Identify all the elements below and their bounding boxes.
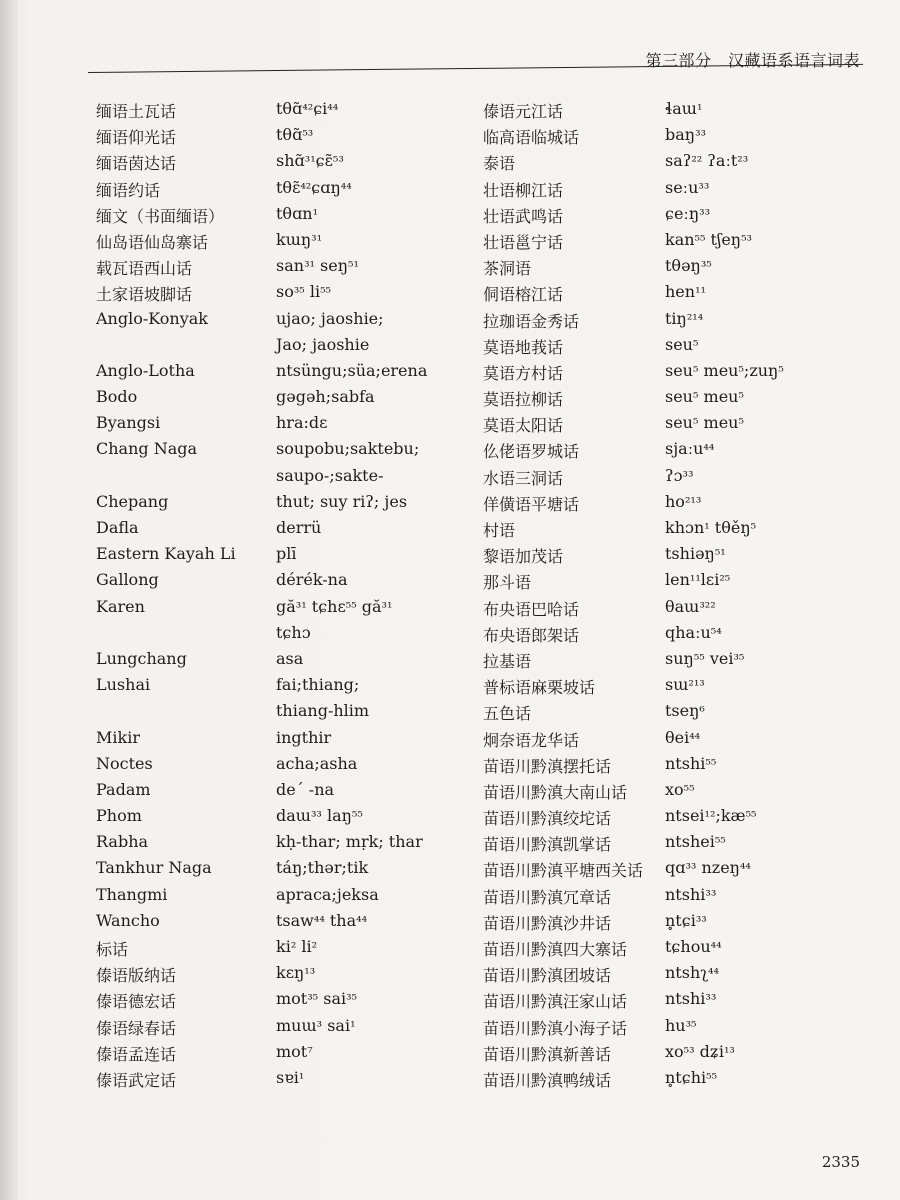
language-name: 载瓦语西山话 — [96, 259, 193, 279]
dictionary-entry — [483, 410, 873, 436]
language-name: 拉珈语金秀话 — [483, 311, 580, 331]
dictionary-entry — [96, 594, 456, 620]
language-name: 苗语川黔滇小海子话 — [483, 1018, 628, 1038]
dictionary-entry — [96, 751, 456, 777]
word-form: ʔɔ³³ — [665, 465, 694, 485]
word-form: n̥tɕhi⁵⁵ — [665, 1067, 718, 1087]
dictionary-entry — [96, 672, 456, 698]
language-name: Mikir — [96, 727, 140, 747]
word-form: ntshi³³ — [665, 989, 717, 1009]
word-form: tθɑ̃⁴²ɕi⁴⁴ — [276, 99, 339, 118]
dictionary-entry — [96, 384, 456, 410]
word-form: fai;thiang; — [276, 675, 360, 695]
language-name: 苗语川黔滇摆托话 — [483, 756, 612, 776]
language-name: 泰语 — [483, 154, 516, 174]
running-header: 第三部分 汉藏语系语言词表 — [645, 51, 860, 70]
dictionary-entry — [483, 358, 873, 384]
language-name: 布央语郎架话 — [483, 625, 580, 645]
word-form: qhaːu⁵⁴ — [665, 622, 722, 642]
language-name: 缅文（书面缅语） — [96, 206, 225, 226]
word-form: kan⁵⁵ tʃeŋ⁵³ — [665, 229, 752, 249]
dictionary-entry — [96, 332, 456, 358]
language-name: 壮语柳江话 — [483, 180, 564, 200]
language-name: 苗语川黔滇四大寨话 — [483, 940, 628, 959]
word-form: asa — [276, 648, 304, 668]
language-name: 莫语地莪话 — [483, 337, 564, 357]
word-form: ɕeːŋ³³ — [665, 203, 711, 223]
word-form: saupo-;sakte- — [276, 465, 384, 485]
language-name: Phom — [96, 806, 142, 826]
language-name: 壮语武鸣话 — [483, 206, 564, 226]
language-name: Thangmi — [96, 884, 168, 904]
word-form: saʔ²² ʔaːt²³ — [665, 151, 749, 171]
language-name: 苗语川黔滇大南山话 — [483, 782, 628, 802]
dictionary-entry — [483, 515, 873, 541]
word-form: tshiəŋ⁵¹ — [665, 544, 726, 564]
dictionary-entry — [96, 620, 456, 646]
word-form: Jao; jaoshie — [276, 334, 370, 354]
dictionary-entry — [483, 332, 873, 358]
language-name: 五色话 — [483, 704, 532, 724]
language-name: 傣语版纳话 — [96, 966, 177, 986]
word-form: derrü — [276, 518, 322, 537]
language-name: 侗语榕江话 — [483, 285, 564, 305]
word-form: mot³⁵ sai³⁵ — [276, 989, 357, 1009]
language-name: 苗语川黔滇沙井话 — [483, 913, 612, 933]
word-form: tθɑn¹ — [276, 203, 319, 223]
word-form: hra:dɛ — [276, 413, 328, 433]
dictionary-entry — [96, 908, 456, 934]
word-form: tseŋ⁶ — [665, 701, 705, 721]
language-name: 仙岛语仙岛寨话 — [96, 232, 209, 252]
language-name: Dafla — [96, 518, 139, 537]
dictionary-entry — [96, 855, 456, 881]
word-form: khɔn¹ tθěŋ⁵ — [665, 518, 757, 537]
dictionary-entry — [483, 1039, 873, 1065]
language-name: 拉基语 — [483, 651, 532, 671]
dictionary-entry — [96, 934, 456, 960]
word-form: mot⁷ — [276, 1041, 313, 1061]
word-form: ntshʅ⁴⁴ — [665, 963, 719, 983]
word-form: ntshi⁵⁵ — [665, 753, 717, 773]
language-name: 普标语麻栗坡话 — [483, 678, 596, 698]
word-form: ntshi³³ — [665, 884, 717, 904]
dictionary-entry — [483, 175, 873, 201]
language-name: Byangsi — [96, 413, 161, 433]
word-form: len¹¹lɛi²⁵ — [665, 570, 731, 590]
word-form: qɑ³³ nzeŋ⁴⁴ — [665, 858, 751, 878]
word-form: seu⁵ meu⁵ — [665, 387, 744, 407]
dictionary-entry — [96, 96, 456, 122]
dictionary-entry — [483, 201, 873, 227]
word-form: tθɛ̃⁴²ɕɑŋ⁴⁴ — [276, 177, 352, 197]
language-name: 缅语约话 — [96, 180, 161, 200]
word-form: ɬaɯ¹ — [665, 99, 703, 118]
book-binding-shadow — [0, 0, 18, 1200]
dictionary-entry — [96, 698, 456, 724]
word-form: kḥ-thar; mṛk; thar — [276, 832, 423, 852]
word-form: θaɯ³²² — [665, 596, 716, 616]
word-form: θei⁴⁴ — [665, 727, 701, 747]
word-form: de´ -na — [276, 779, 335, 799]
dictionary-entry — [96, 541, 456, 567]
dictionary-entry — [96, 1039, 456, 1065]
dictionary-entry — [96, 122, 456, 148]
word-form: thut; suy riʔ; jes — [276, 491, 408, 511]
word-form: seu⁵ meu⁵;zuŋ⁵ — [665, 360, 784, 380]
dictionary-entry — [483, 855, 873, 881]
dictionary-entry — [483, 567, 873, 593]
language-name: Wancho — [96, 910, 160, 930]
dictionary-entry — [483, 1065, 873, 1091]
language-name: Chang Naga — [96, 439, 198, 459]
word-form: ntshei⁵⁵ — [665, 832, 726, 852]
dictionary-entry — [96, 803, 456, 829]
dictionary-entry — [96, 358, 456, 384]
language-name: 缅语仰光话 — [96, 128, 177, 148]
dictionary-entry — [96, 279, 456, 305]
dictionary-entry — [483, 489, 873, 515]
dictionary-entry — [483, 541, 873, 567]
word-form: gəgəh;sabfa — [276, 387, 375, 407]
dictionary-entry — [96, 227, 456, 253]
dictionary-entry — [483, 725, 873, 751]
dictionary-entry — [96, 201, 456, 227]
dictionary-entry — [483, 960, 873, 986]
dictionary-entry — [96, 489, 456, 515]
language-name: 苗语川黔滇鸭绒话 — [483, 1070, 612, 1090]
dictionary-entry — [483, 646, 873, 672]
word-form: ntsei¹²;kæ⁵⁵ — [665, 806, 757, 826]
language-name: 傣语孟连话 — [96, 1044, 177, 1064]
language-name: 莫语太阳话 — [483, 416, 564, 436]
word-form: ingthir — [276, 727, 332, 747]
dictionary-entry — [483, 96, 873, 122]
language-name: 苗语川黔滇汪家山话 — [483, 992, 628, 1012]
word-form: thiang-hlim — [276, 701, 370, 721]
dictionary-entry — [483, 829, 873, 855]
word-form: n̥tɕi³³ — [665, 910, 707, 930]
dictionary-entry — [96, 829, 456, 855]
word-form: plī — [276, 544, 297, 564]
dictionary-entry — [483, 148, 873, 174]
word-form: shɑ̃³¹ɕɛ̃⁵³ — [276, 151, 344, 171]
language-name: 莫语拉柳话 — [483, 390, 564, 410]
language-name: 缅语土瓦话 — [96, 102, 177, 121]
language-name: 茶洞语 — [483, 259, 532, 279]
dictionary-entry — [483, 908, 873, 934]
language-name: 临高语临城话 — [483, 128, 580, 148]
language-name: Lushai — [96, 675, 151, 695]
dictionary-entry — [483, 672, 873, 698]
language-name: Rabha — [96, 832, 149, 852]
dictionary-entry — [483, 777, 873, 803]
language-name: 莫语方村话 — [483, 363, 564, 383]
word-form: táŋ;thər;tik — [276, 858, 369, 878]
dictionary-entry — [483, 306, 873, 332]
language-name: Bodo — [96, 387, 138, 407]
left-column — [96, 96, 456, 1091]
dictionary-entry — [96, 725, 456, 751]
dictionary-entry — [96, 986, 456, 1012]
word-form: suŋ⁵⁵ vei³⁵ — [665, 648, 745, 668]
dictionary-entry — [96, 410, 456, 436]
language-name: 壮语邕宁话 — [483, 232, 564, 252]
word-form: soupobu;saktebu; — [276, 439, 420, 459]
word-form: dérék-na — [276, 570, 348, 590]
language-name: 苗语川黔滇冗章话 — [483, 887, 612, 907]
language-name: Tankhur Naga — [96, 858, 212, 878]
dictionary-entry — [96, 148, 456, 174]
word-form: sjaːu⁴⁴ — [665, 439, 715, 459]
dictionary-entry — [96, 515, 456, 541]
language-name: 土家语坡脚话 — [96, 285, 193, 305]
word-form: seu⁵ meu⁵ — [665, 413, 744, 433]
word-form: ntsüngu;süa;erena — [276, 360, 428, 380]
dictionary-entry — [96, 306, 456, 332]
word-form: xo⁵⁵ — [665, 779, 695, 799]
language-name: Anglo-Konyak — [96, 308, 208, 328]
word-form: kɛŋ¹³ — [276, 963, 316, 983]
dictionary-entry — [96, 175, 456, 201]
dictionary-entry — [96, 882, 456, 908]
language-name: 布央语巴哈话 — [483, 599, 580, 619]
word-form: muɯ³ sai¹ — [276, 1015, 356, 1035]
language-name: 黎语加茂话 — [483, 547, 564, 567]
language-name: Karen — [96, 596, 145, 616]
language-name: 苗语川黔滇绞坨话 — [483, 809, 612, 829]
dictionary-entry — [96, 960, 456, 986]
language-name: 傣语德宏话 — [96, 992, 177, 1012]
word-form: seu⁵ — [665, 334, 699, 354]
language-name: Chepang — [96, 491, 169, 511]
dictionary-entry — [483, 122, 873, 148]
dictionary-entry — [96, 1013, 456, 1039]
word-form: xo⁵³ dʑi¹³ — [665, 1041, 735, 1061]
language-name: Lungchang — [96, 648, 187, 668]
language-name: 炯奈语龙华话 — [483, 730, 580, 750]
language-name: Gallong — [96, 570, 159, 590]
dictionary-entry — [96, 567, 456, 593]
language-name: Padam — [96, 779, 151, 799]
word-form: san³¹ seŋ⁵¹ — [276, 256, 359, 276]
language-name: 傣语武定话 — [96, 1070, 177, 1090]
word-form: tθɑ̃⁵³ — [276, 125, 314, 145]
dictionary-entry — [483, 934, 873, 960]
dictionary-entry — [483, 436, 873, 462]
dictionary-entry — [483, 803, 873, 829]
language-name: 傣语绿春话 — [96, 1018, 177, 1038]
word-form: apraca;jeksa — [276, 884, 379, 904]
word-form: tiŋ²¹⁴ — [665, 308, 704, 328]
language-name: 标话 — [96, 940, 129, 959]
dictionary-entry — [96, 463, 456, 489]
word-form: daɯ³³ laŋ⁵⁵ — [276, 806, 363, 826]
dictionary-entry — [483, 751, 873, 777]
dictionary-entry — [483, 253, 873, 279]
dictionary-entry — [483, 986, 873, 1012]
word-form: baŋ³³ — [665, 125, 706, 145]
word-form: tɕhɔ — [276, 622, 311, 642]
language-name: Anglo-Lotha — [96, 360, 195, 380]
word-form: so³⁵ li⁵⁵ — [276, 282, 331, 302]
word-form: sɐi¹ — [276, 1067, 305, 1087]
language-name: 村语 — [483, 521, 516, 540]
word-form: sɯ²¹³ — [665, 675, 705, 695]
word-form: tθəŋ³⁵ — [665, 256, 712, 276]
language-name: 苗语川黔滇平塘西关话 — [483, 861, 644, 881]
language-name: 傣语元江话 — [483, 102, 564, 121]
dictionary-entry — [96, 777, 456, 803]
dictionary-entry — [483, 463, 873, 489]
language-name: 苗语川黔滇凯掌话 — [483, 835, 612, 855]
language-name: 水语三洞话 — [483, 468, 564, 488]
language-name: 苗语川黔滇新善话 — [483, 1044, 612, 1064]
dictionary-entry — [483, 882, 873, 908]
word-form: gă³¹ tɕhɛ⁵⁵ gă³¹ — [276, 596, 393, 616]
language-name: 仫佬语罗城话 — [483, 442, 580, 462]
dictionary-entry — [483, 698, 873, 724]
dictionary-entry — [483, 620, 873, 646]
dictionary-entry — [483, 279, 873, 305]
right-column — [483, 96, 873, 1091]
dictionary-entry — [96, 1065, 456, 1091]
dictionary-entry — [96, 436, 456, 462]
dictionary-entry — [483, 1013, 873, 1039]
dictionary-entry — [483, 384, 873, 410]
page-number: 2335 — [821, 1153, 860, 1171]
word-form: hen¹¹ — [665, 282, 706, 302]
word-form: hu³⁵ — [665, 1015, 697, 1035]
dictionary-entry — [96, 253, 456, 279]
word-form: kɯŋ³¹ — [276, 229, 323, 249]
word-form: tsaw⁴⁴ tha⁴⁴ — [276, 910, 368, 930]
language-name: 佯僙语平塘话 — [483, 494, 580, 514]
dictionary-entry — [483, 227, 873, 253]
word-form: ujao; jaoshie; — [276, 308, 384, 328]
language-name: 缅语茵达话 — [96, 154, 177, 174]
language-name: 那斗语 — [483, 573, 532, 593]
word-form: ho²¹³ — [665, 491, 702, 511]
word-form: seːu³³ — [665, 177, 710, 197]
word-form: tɕhou⁴⁴ — [665, 937, 722, 956]
word-form: acha;asha — [276, 753, 358, 773]
language-name: 苗语川黔滇团坡话 — [483, 966, 612, 986]
language-name: Eastern Kayah Li — [96, 544, 236, 564]
dictionary-entry — [483, 594, 873, 620]
word-form: ki² li² — [276, 937, 318, 956]
language-name: Noctes — [96, 753, 153, 773]
dictionary-entry — [96, 646, 456, 672]
